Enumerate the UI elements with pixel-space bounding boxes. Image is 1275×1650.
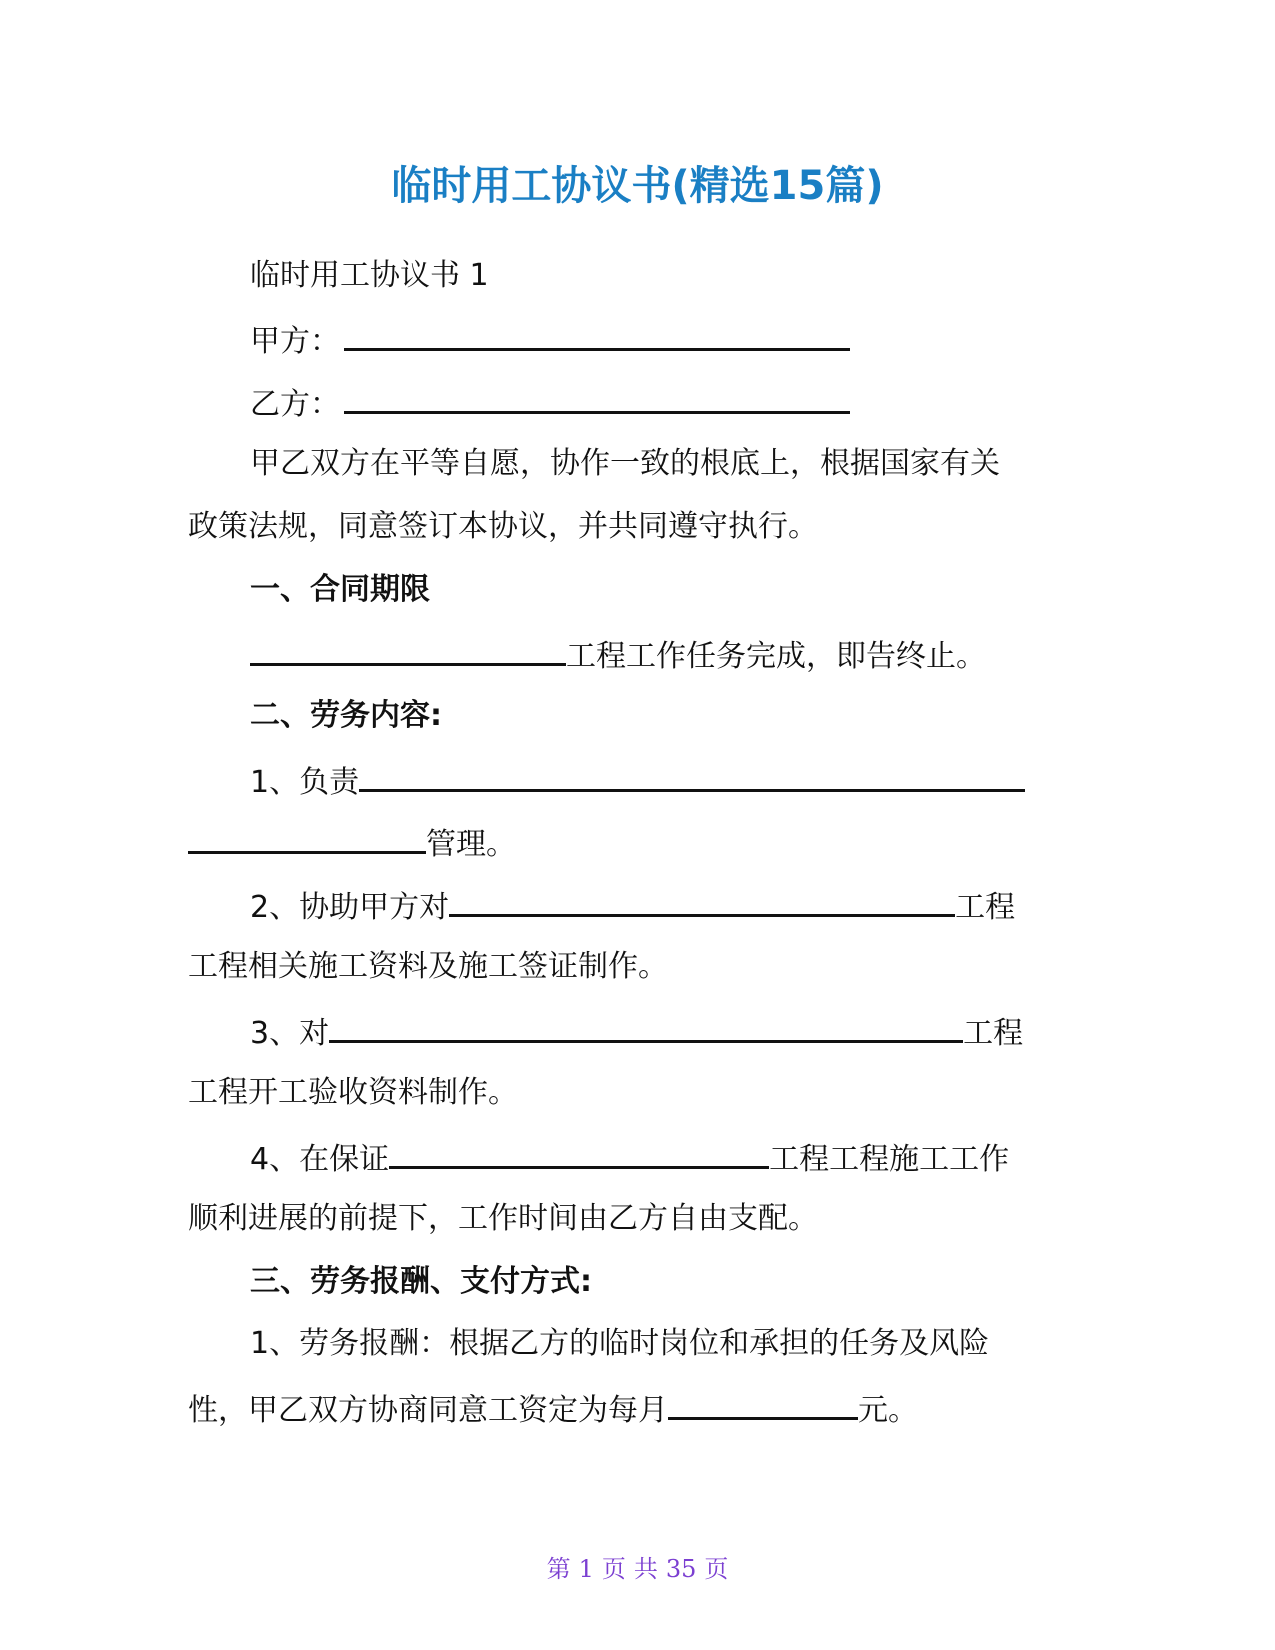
party-a-blank: [344, 318, 850, 351]
pay-suffix: 元。: [858, 1393, 918, 1428]
item-3-line: [250, 1010, 1023, 1054]
item-4-suffix: 工程工程施工工作: [769, 1142, 1010, 1177]
section-1-text-line: [250, 633, 986, 677]
item-4-line: [250, 1136, 1009, 1180]
item-2-suffix: 工程: [955, 890, 1016, 925]
party-b-line: [250, 381, 850, 425]
footer-total-number: 35: [665, 1555, 697, 1583]
item-1-blank: [359, 759, 1025, 792]
pay-line-1: 1、劳务报酬：根据乙方的临时岗位和承担的任务及风险: [250, 1326, 990, 1361]
item-3-blank: [329, 1010, 963, 1043]
footer-page-number: 1: [578, 1555, 594, 1583]
party-b-blank: [344, 381, 850, 414]
intro-line-1: 甲乙双方在平等自愿，协作一致的根底上，根据国家有关: [250, 446, 1000, 481]
item-1-line: [250, 759, 1025, 803]
page-footer: [0, 1549, 1275, 1584]
item-1-prefix: 1、负责: [250, 765, 360, 800]
item-1-suffix: 管理。: [426, 827, 516, 862]
item-4-cont: 顺利进展的前提下，工作时间由乙方自由支配。: [188, 1201, 818, 1236]
agreement-subtitle: 临时用工协议书 1: [250, 258, 489, 293]
party-b-label: 乙方：: [250, 387, 340, 422]
section-3-heading: 三、劳务报酬、支付方式:: [250, 1264, 592, 1299]
document-title: 临时用工协议书(精选15篇): [391, 163, 884, 209]
section-1-heading: 一、合同期限: [250, 572, 430, 607]
item-3-cont: 工程开工验收资料制作。: [188, 1075, 518, 1110]
pay-line-2: [188, 1387, 918, 1431]
party-a-line: [250, 318, 850, 362]
item-2-line: [250, 884, 1015, 928]
item-2-cont: 工程相关施工资料及施工签证制作。: [188, 949, 668, 984]
section-2-heading: 二、劳务内容:: [250, 698, 442, 733]
item-3-prefix: 3、对: [250, 1016, 330, 1051]
intro-line-2: 政策法规，同意签订本协议，并共同遵守执行。: [188, 509, 818, 544]
footer-total-word: 共: [633, 1555, 658, 1583]
item-4-blank: [389, 1136, 769, 1169]
footer-page-word: 第: [546, 1555, 571, 1583]
footer-total-suffix: 页: [704, 1555, 729, 1583]
item-2-prefix: 2、协助甲方对: [250, 890, 450, 925]
party-a-label: 甲方：: [250, 324, 340, 359]
item-2-blank: [449, 884, 955, 917]
item-4-prefix: 4、在保证: [250, 1142, 390, 1177]
pay-prefix: 性，甲乙双方协商同意工资定为每月: [188, 1393, 668, 1428]
item-1-cont-line: [188, 821, 516, 865]
item-3-suffix: 工程: [963, 1016, 1024, 1051]
footer-page-of: 页: [601, 1555, 626, 1583]
salary-blank: [668, 1387, 858, 1420]
section-1-text: 工程工作任务完成，即告终止。: [566, 639, 986, 674]
item-1-blank-2: [188, 821, 426, 854]
term-blank: [250, 633, 566, 666]
